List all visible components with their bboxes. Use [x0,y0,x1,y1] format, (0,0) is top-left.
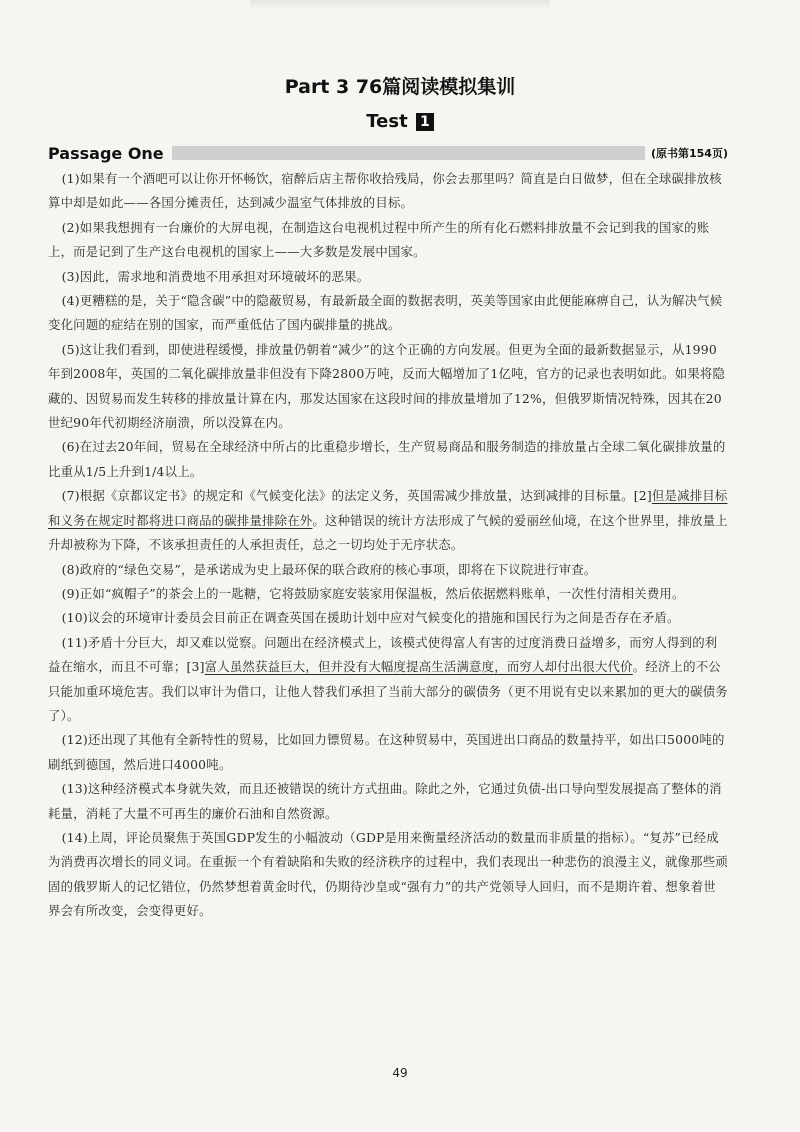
paragraph-12: (12)还出现了其他有全新特性的贸易，比如回力镖贸易。在这种贸易中，英国进出口商品的数量持平，如出口5000吨的刷纸到德国，然后进口4000吨。 [48,732,725,772]
paragraph-7-rest: 。这种错误的统计方法形成了气候的爱丽丝仙境，在这个世界里，排放量上升却被称为下降，不该承担责任的人承担责任，总之一切均处于无序状态。 [48,512,728,553]
passage-title: Passage One [48,143,164,163]
part-title: Part 3 76篇阅读模拟集训 [284,76,516,98]
paragraph-11 [48,631,728,729]
test-title [0,111,800,132]
paragraph-6: (6)在过去20年间，贸易在全球经济中所占的比重稳步增长，生产贸易商品和服务制造的排放量占全球二氧化碳排放量的比重从1/5上升到1/4以上。 [48,439,726,479]
paragraph-8: (8)政府的“绿色交易”，是承诺成为史上最环保的联合政府的核心事项，即将在下议院进行审查。 [61,561,597,577]
paragraph-13: (13)这种经济模式本身就失效，而且还被错误的统计方式扭曲。除此之外，它通过负债-出口导向型发展提高了整体的消耗量，消耗了大量不可再生的廉价石油和自然资源。 [48,781,722,821]
paragraph-10: (10)议会的环境审计委员会目前正在调查英国在援助计划中应对气候变化的措施和国民行为之间是否存在矛盾。 [61,610,680,626]
paragraph-1: (1)如果有一个酒吧可以让你开怀畅饮，宿醉后店主帮你收拾残局，你会去那里吗？简直是白日做梦，但在全球碳排放核算中却是如此——各国分摊责任，达到减少温室气体排放的目标。 [48,171,722,211]
paragraph-9: (9)正如“疯帽子”的茶会上的一匙糖，它将鼓励家庭安装家用保温板，然后依据燃料账单，一次性付清相关费用。 [61,585,685,601]
passage-page-ref: (原书第154页) [650,147,728,160]
paragraph-11-underlined: 富人虽然获益巨大，但并没有大幅度提高生活满意度，而穷人却付出很大代价 [204,659,633,675]
passage-body [48,167,728,924]
scan-artifact [250,0,550,10]
paragraph-7-text: (7)根据《京都议定书》的规定和《气候变化法》的法定义务，英国需减少排放量，达到减排的目标量。[2] [61,488,652,504]
test-label: Test [366,111,408,132]
test-number-badge: 1 [416,113,434,131]
passage-header-bar [172,146,645,160]
paragraph-11-rest: 。经济上的不公只能加重环境危害。我们以审计为借口，让他人替我们承担了当前大部分的碳债务（更不用说有史以来累加的更大的碳债务了）。 [48,659,728,723]
passage-header [48,143,728,163]
page-number: 49 [392,1066,408,1080]
paragraph-5: (5)这让我们看到，即使进程缓慢，排放量仍朝着“减少”的这个正确的方向发展。但更为全面的最新数据显示，从1990年到2008年，英国的二氧化碳排放量非但没有下降2800万吨，反而大幅增加了1亿吨，官方的记录也表明如此。如果将隐藏的、因贸易而发生转移的排放量计算在内，那发达国家在这段时间的排放量增加了12%，但俄罗斯情况特殊，因其在20世纪90年代初期经济崩溃，所以没算在内。 [48,341,726,431]
paragraph-7 [48,484,728,557]
paragraph-4: (4)更糟糕的是，关于“隐含碳”中的隐蔽贸易，有最新最全面的数据表明，英美等国家由此便能麻痹自己，认为解决气候变化问题的症结在别的国家，而严重低估了国内碳排量的挑战。 [48,293,723,333]
paragraph-2: (2)如果我想拥有一台廉价的大屏电视，在制造这台电视机过程中所产生的所有化石燃料排放量不会记到我的国家的账上，而是记到了生产这台电视机的国家上——大多数是发展中国家。 [48,219,710,260]
paragraph-7-underlined: 但是减排目标和义务在规定时都将进口商品的碳排量排除在外 [48,488,728,528]
paragraph-14: (14)上周，评论员聚焦于英国GDP发生的小幅波动（GDP是用来衡量经济活动的数量而非质量的指标）。“复苏”已经成为消费再次增长的同义词。在重振一个有着缺陷和失败的经济秩序的过程中，我们表现出一种悲伤的浪漫主义，就像那些顽固的俄罗斯人的记忆错位，仍然梦想着黄金时代，仍期待沙皇或“强有力”的共产党领导人回归，而不是期许着、想象着世界会有所改变，会变得更好。 [48,829,728,919]
paragraph-11-text: (11)矛盾十分巨大，却又难以觉察。问题出在经济模式上，该模式使得富人有害的过度消费日益增多，而穷人得到的利益在缩水，而且不可靠；[3] [48,634,718,675]
paragraph-3: (3)因此，需求地和消费地不用承担对环境破坏的恶果。 [61,268,370,284]
